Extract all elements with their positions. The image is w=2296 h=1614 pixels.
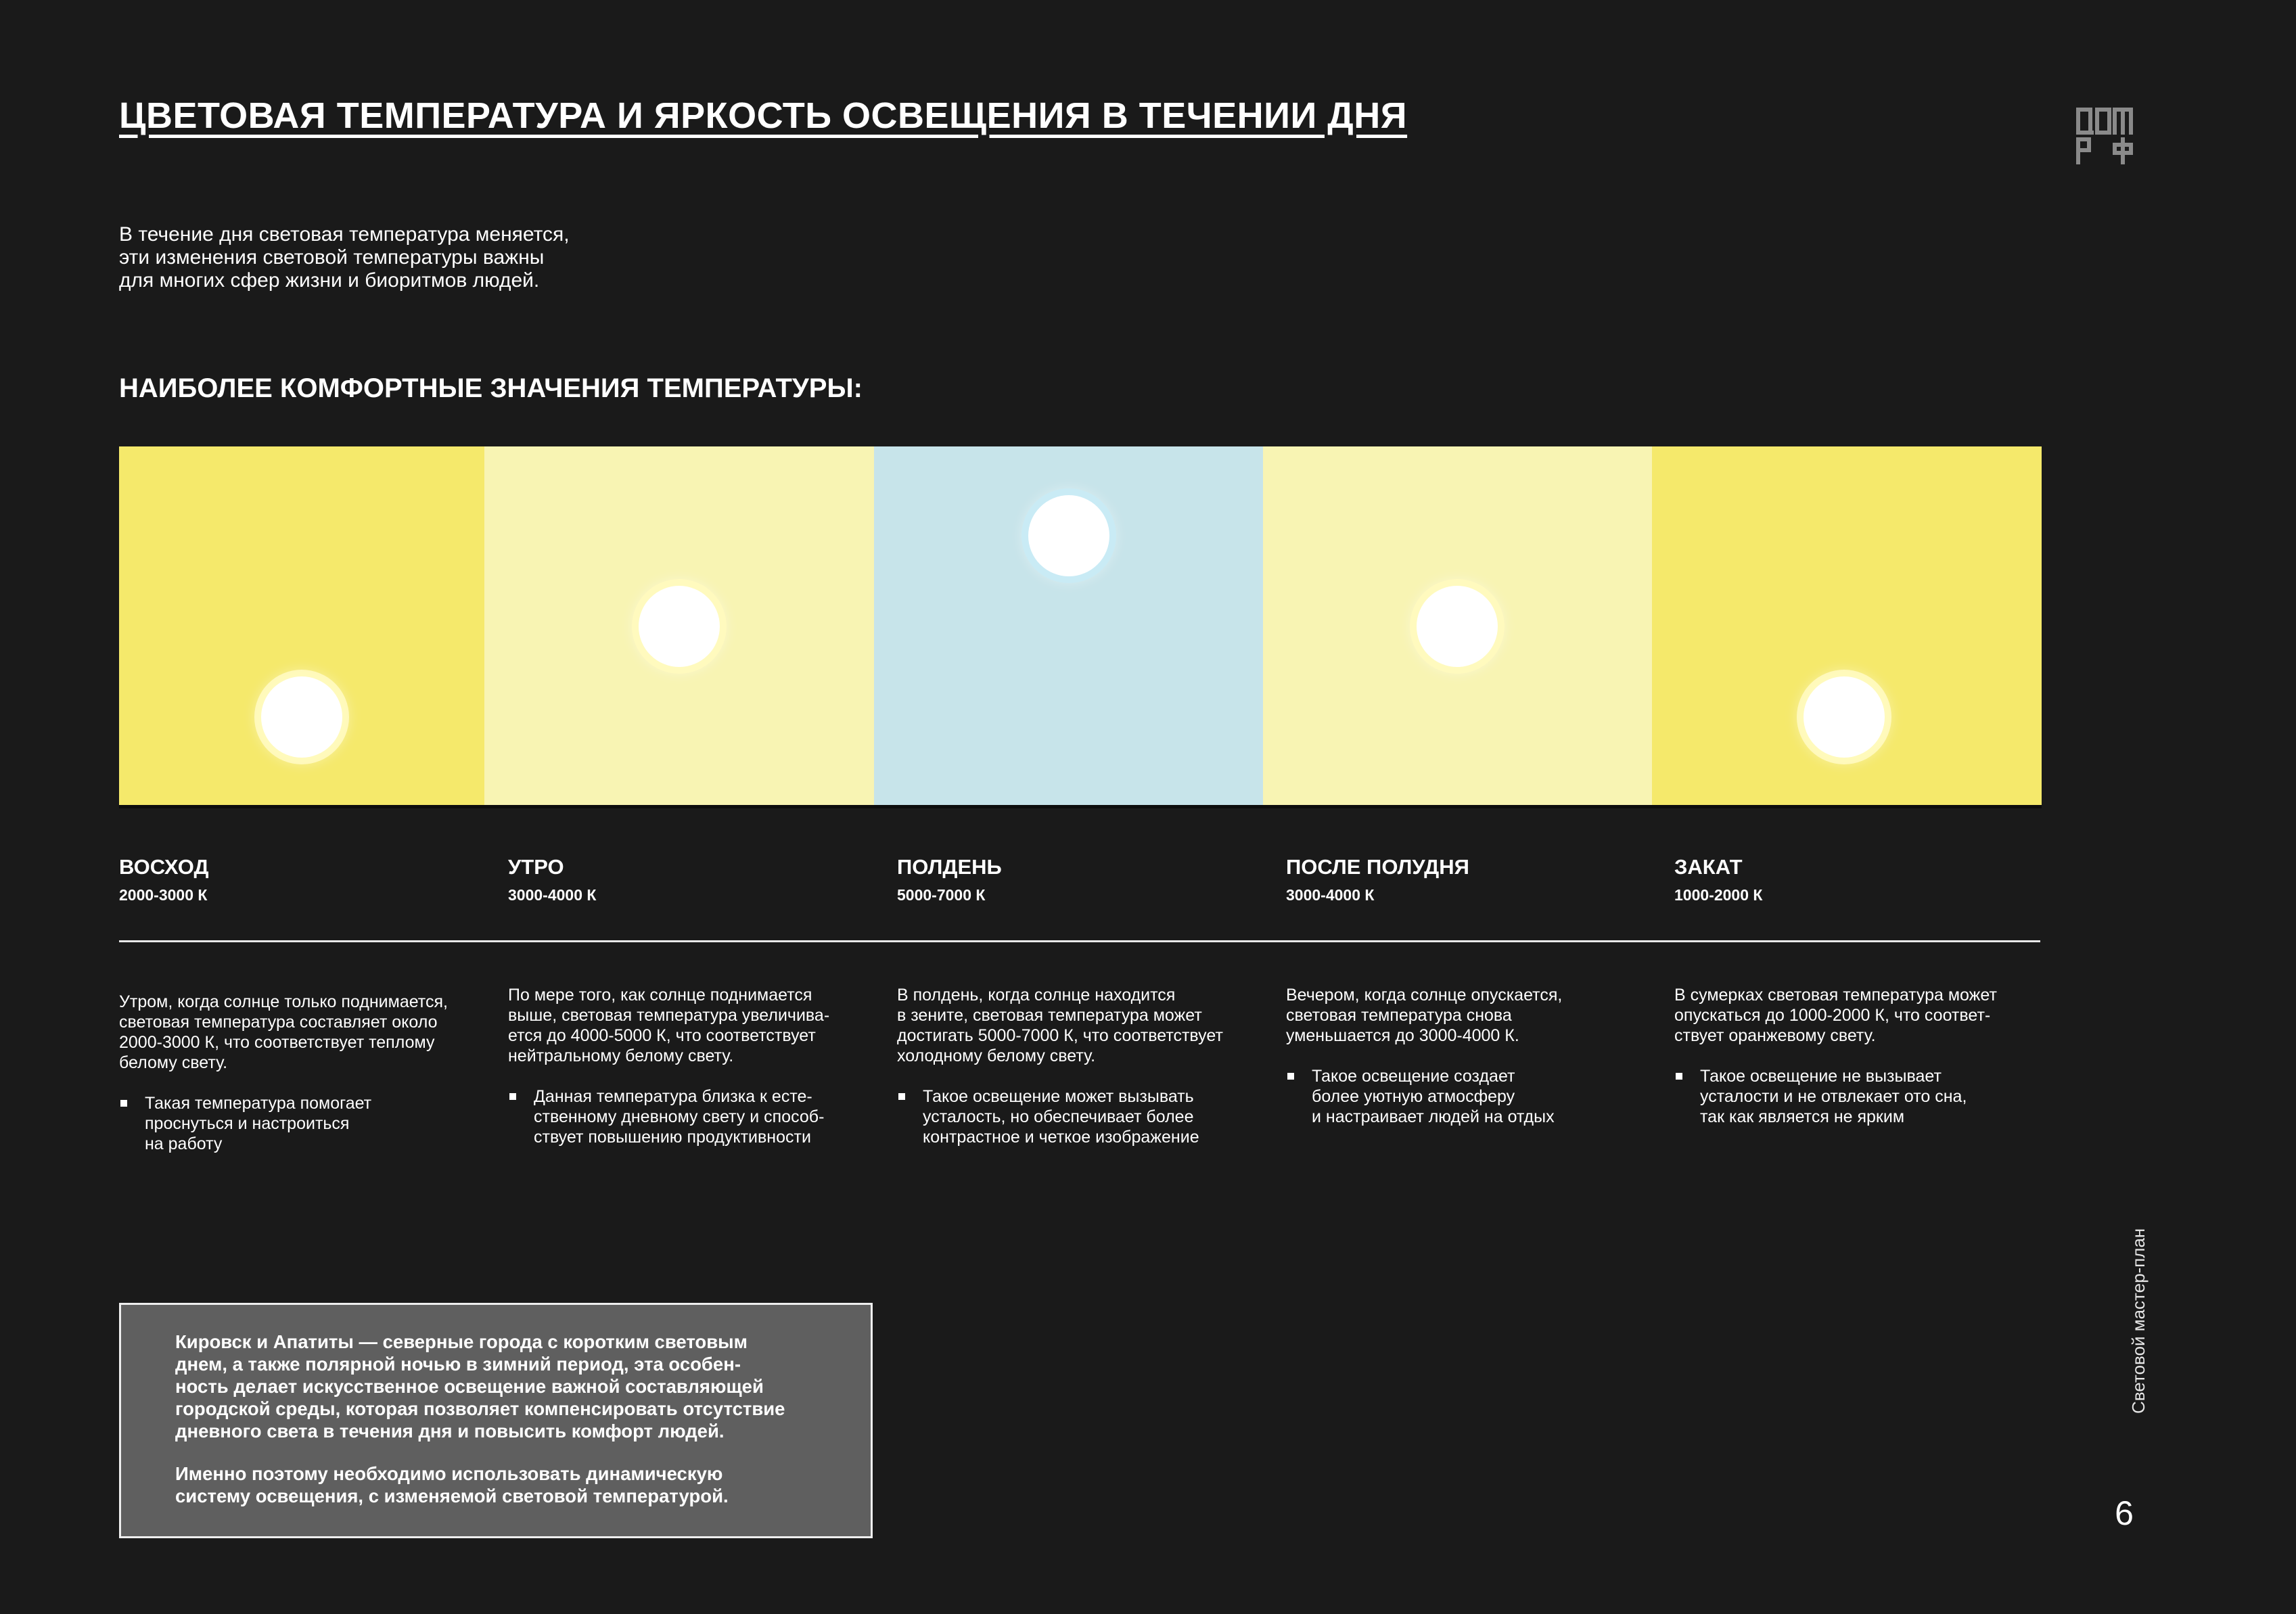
strip-base-line xyxy=(119,805,2042,808)
period-name: ЗАКАТ xyxy=(1674,855,1743,879)
info-box xyxy=(119,1303,873,1538)
description-morning xyxy=(508,985,829,1147)
bullet-text: Такое освещение может вызывать усталость, но обеспечивает более контрастное и четкое изображение xyxy=(923,1087,1199,1147)
period-name: ВОСХОД xyxy=(119,855,209,879)
description-text: По мере того, как солнце поднимается выше, световая температура увеличива- ется до 4000-5000 К, что соответствует нейтральному белому свету. xyxy=(508,986,830,1065)
page-number: 6 xyxy=(2115,1494,2134,1532)
section-subtitle: НАИБОЛЕЕ КОМФОРТНЫЕ ЗНАЧЕНИЯ ТЕМПЕРАТУРЫ: xyxy=(119,373,863,403)
divider xyxy=(119,940,2040,942)
description-text: В полдень, когда солнце находится в зените, световая температура может достигать 5000-7000 К, что соответствует холодному белому свету. xyxy=(897,986,1223,1065)
description-text: В сумерках световая температура может опускаться до 1000-2000 К, что соответ- ствует оранжевому свету. xyxy=(1674,986,1997,1045)
period-sunrise xyxy=(119,855,209,904)
bullet-item xyxy=(508,1086,829,1147)
description-sunrise xyxy=(119,992,448,1154)
period-range: 2000-3000 К xyxy=(119,886,208,904)
info-paragraph: Кировск и Апатиты — северные города с коротким световым днем, а также полярной ночью в зимний период, эта особен- ность делает искусственное освещение важной составляющей городской среды, которая позволяет компенсировать отсутствие дневного света в течения дня и повысить комфорт людей. xyxy=(175,1331,785,1442)
bullet-item xyxy=(1674,1066,1997,1127)
description-afternoon xyxy=(1286,985,1562,1127)
intro-line: для многих сфер жизни и биоритмов людей. xyxy=(119,269,540,292)
period-name: УТРО xyxy=(508,855,564,879)
period-range: 3000-4000 К xyxy=(508,886,597,904)
square-bullet-icon xyxy=(898,1093,905,1100)
period-afternoon xyxy=(1286,855,1469,904)
intro-line: В течение дня световая температура меняется, xyxy=(119,223,570,246)
description-sunset xyxy=(1674,985,1997,1127)
square-bullet-icon xyxy=(1676,1073,1682,1080)
period-morning xyxy=(508,855,596,904)
square-bullet-icon xyxy=(509,1093,516,1100)
bullet-item xyxy=(119,1093,448,1154)
info-paragraph: Именно поэтому необходимо использовать динамическую систему освещения, с изменяемой световой температурой. xyxy=(175,1463,729,1506)
bullet-text: Такое освещение создает более уютную атмосферу и настраивает людей на отдых xyxy=(1312,1067,1555,1126)
sun-icon xyxy=(261,676,342,758)
bullet-text: Такое освещение не вызывает усталости и не отвлекает ото сна, так как является не ярким xyxy=(1700,1067,1967,1126)
page-title: ЦВЕТОВАЯ ТЕМПЕРАТУРА И ЯРКОСТЬ ОСВЕЩЕНИЯ В ТЕЧЕНИИ ДНЯ xyxy=(119,95,1408,136)
period-range: 3000-4000 К xyxy=(1286,886,1375,904)
color-temperature-strip xyxy=(119,446,2042,806)
period-sunset xyxy=(1674,855,1762,904)
bullet-text: Такая температура помогает проснуться и настроиться на работу xyxy=(145,1094,372,1153)
bullet-text: Данная температура близка к есте- ственному дневному свету и способ- ствует повышению продуктивности xyxy=(534,1087,825,1147)
intro-line: эти изменения световой температуры важны xyxy=(119,246,545,269)
dom-rf-logo-icon xyxy=(2074,106,2135,166)
square-bullet-icon xyxy=(1287,1073,1294,1080)
bullet-item xyxy=(897,1086,1223,1147)
description-text: Утром, когда солнце только поднимается, световая температура составляет около 2000-3000 К, что соответствует теплому белому свету. xyxy=(119,992,448,1072)
period-noon xyxy=(897,855,1002,904)
panel-noon xyxy=(874,446,1263,806)
period-name: ПОЛДЕНЬ xyxy=(897,855,1002,879)
sun-icon xyxy=(1417,586,1498,667)
panel-sunset xyxy=(1652,446,2042,806)
side-section-label: Световой мастер-план xyxy=(2128,1228,2149,1414)
intro-text xyxy=(119,223,633,292)
square-bullet-icon xyxy=(120,1100,127,1107)
period-range: 5000-7000 К xyxy=(897,886,986,904)
period-name: ПОСЛЕ ПОЛУДНЯ xyxy=(1286,855,1469,879)
description-noon xyxy=(897,985,1223,1147)
panel-morning xyxy=(484,446,874,806)
sun-icon xyxy=(639,586,720,667)
period-range: 1000-2000 К xyxy=(1674,886,1763,904)
panel-sunrise xyxy=(119,446,484,806)
sun-icon xyxy=(1804,676,1885,758)
bullet-item xyxy=(1286,1066,1562,1127)
description-text: Вечером, когда солнце опускается, световая температура снова уменьшается до 3000-4000 К. xyxy=(1286,986,1563,1045)
sun-icon xyxy=(1028,495,1109,576)
panel-afternoon xyxy=(1263,446,1652,806)
